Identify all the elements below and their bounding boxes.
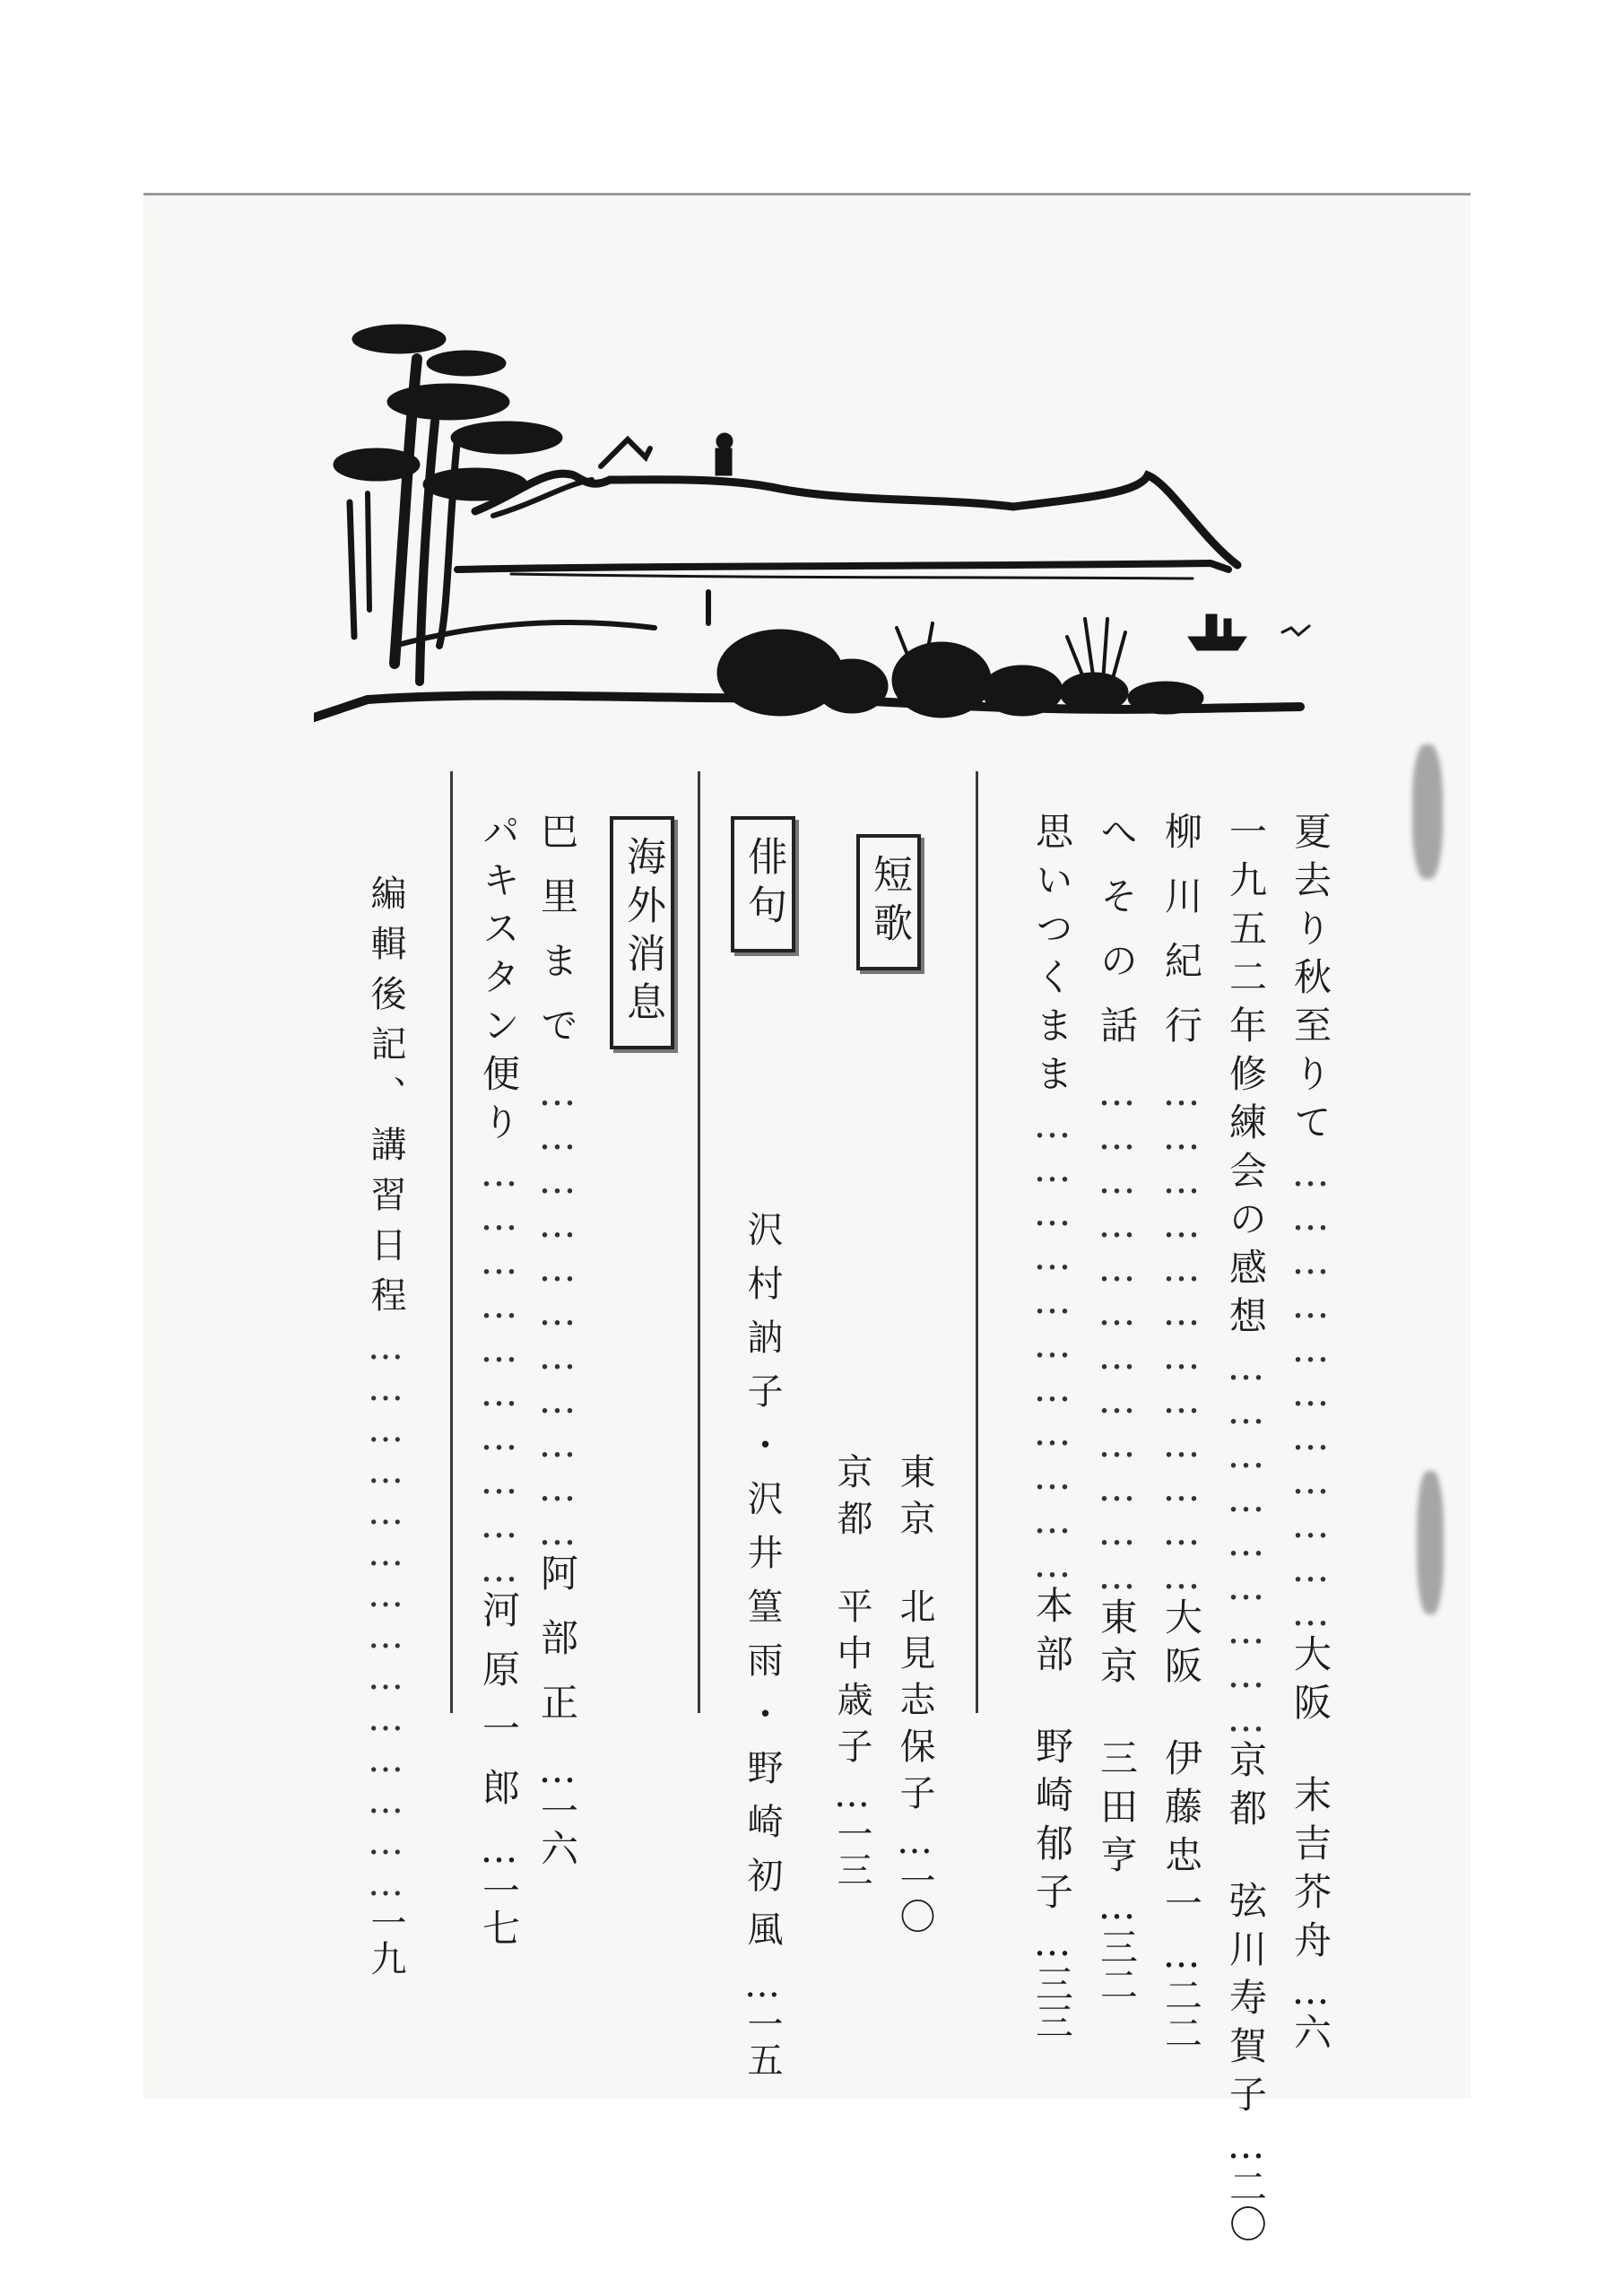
- entry-author: 末吉芥舟: [1289, 1775, 1332, 1969]
- entry-title: パキスタン便り: [477, 812, 521, 1151]
- column-divider: [976, 771, 978, 1713]
- entry-page: 三三: [1030, 1964, 1074, 2039]
- entry-page: 六: [1289, 2013, 1332, 2050]
- dot-leader: ………………………………: [1095, 1070, 1139, 1597]
- dot-leader: …………………………: [477, 1151, 521, 1590]
- page-smudge: [1417, 1471, 1444, 1614]
- entry-title: 思いつくまま: [1030, 812, 1074, 1102]
- entry-location: 京都: [831, 1453, 872, 1546]
- entry-page: 一九: [365, 1904, 406, 1976]
- entry-page: 一〇: [894, 1862, 935, 1934]
- entry-page: 三二: [1095, 1927, 1139, 2003]
- entry-author: 平中歳子: [831, 1587, 872, 1774]
- boat: [1188, 637, 1246, 650]
- entry-title: 編輯後記、講習日程: [365, 874, 406, 1326]
- column-divider: [698, 771, 700, 1713]
- entry-title: 柳川紀行: [1159, 812, 1203, 1070]
- entry-page: 一七: [477, 1871, 521, 1946]
- entry-author: 野崎郁子: [1030, 1726, 1074, 1920]
- bush: [982, 665, 1063, 716]
- tanka-entry: 京都 平中歳子…一三: [831, 1453, 872, 1887]
- entry-title: へその話: [1095, 812, 1139, 1070]
- dot-leader: ……………………………: [1289, 1151, 1332, 1634]
- dot-leader: ……………………………: [1030, 1102, 1074, 1586]
- mountain-ridge: [475, 474, 1237, 565]
- entry-author: 三田亨: [1095, 1738, 1139, 1883]
- editorial-entry: [365, 874, 406, 1976]
- toc-entry: 柳川紀行………………………………大阪 伊藤忠一…二二: [1159, 812, 1203, 2051]
- entry-page: 二〇: [1224, 2167, 1268, 2242]
- toc-entry: 夏去り秋至りて……………………………大阪 末吉芥舟…六: [1289, 812, 1332, 2050]
- haiku-heading: 俳句: [731, 816, 795, 952]
- column-divider: [450, 771, 453, 1713]
- overseas-entry: パキスタン便り…………………………河原一郎…一七: [477, 812, 521, 1946]
- entry-author: 伊藤忠一: [1159, 1738, 1203, 1932]
- entry-location: 東京: [894, 1453, 935, 1546]
- dot-leader: ……………………………: [535, 1070, 579, 1553]
- entry-location: 東京: [1095, 1597, 1139, 1694]
- reeds: [1067, 619, 1125, 682]
- page-smudge: [1412, 744, 1443, 879]
- bush: [816, 659, 888, 713]
- entry-title: 巴里まで: [535, 812, 579, 1070]
- bush: [1128, 682, 1203, 714]
- tree-trunk: [350, 502, 354, 637]
- entry-location: 大阪: [1289, 1634, 1332, 1731]
- toc-entry: へその話………………………………東京 三田亨…三二: [1095, 812, 1139, 2003]
- tanka-heading: 短歌: [856, 834, 921, 970]
- tree-canopy: [427, 351, 506, 376]
- entry-page: 一六: [535, 1791, 579, 1866]
- tree-canopy: [352, 325, 446, 353]
- entry-author: 阿部正: [535, 1553, 579, 1747]
- entry-location: 大阪: [1159, 1597, 1203, 1694]
- toc-entry: 一九五二年修練会の感想………………………京都 弦川寿賀子…二〇: [1224, 812, 1268, 2242]
- overseas-heading: 海外消息: [610, 816, 674, 1049]
- entry-page: 一五: [742, 2005, 783, 2077]
- entry-title: 一九五二年修練会の感想: [1224, 812, 1268, 1344]
- entry-location: 京都: [1224, 1740, 1268, 1837]
- tanka-entry: 東京 北見志保子…一〇: [894, 1453, 935, 1934]
- overseas-entry: 巴里まで……………………………阿部正…一六: [535, 812, 579, 1866]
- entry-page: 二二: [1159, 1976, 1203, 2051]
- dot-leader: ……………………………………: [365, 1326, 406, 1904]
- entry-author: 北見志保子: [894, 1587, 935, 1821]
- dot-leader: ………………………………: [1159, 1070, 1203, 1597]
- tree-canopy: [387, 384, 509, 420]
- entry-page: 一三: [831, 1815, 872, 1887]
- dot-leader: ………………………: [1224, 1344, 1268, 1740]
- entry-location: 本部: [1030, 1586, 1074, 1683]
- entry-author: 弦川寿賀子: [1224, 1881, 1268, 2123]
- tree-trunk: [420, 422, 435, 682]
- haiku-authors: 沢村訥子・沢井篁雨・野崎初風: [742, 1211, 783, 1964]
- haiku-entry: 沢村訥子・沢井篁雨・野崎初風…一五: [742, 1211, 783, 2077]
- entry-author: 河原一郎: [477, 1590, 521, 1827]
- toc-entry: 思いつくまま……………………………本部 野崎郁子…三三: [1030, 812, 1074, 2039]
- person-figure: [716, 448, 732, 475]
- tree-canopy: [451, 422, 562, 454]
- tree-trunk: [368, 493, 369, 610]
- top-rule: [143, 193, 1471, 196]
- landscape-illustration: [314, 323, 1354, 735]
- shore-line: [457, 563, 1228, 570]
- entry-title: 夏去り秋至りて: [1289, 812, 1332, 1151]
